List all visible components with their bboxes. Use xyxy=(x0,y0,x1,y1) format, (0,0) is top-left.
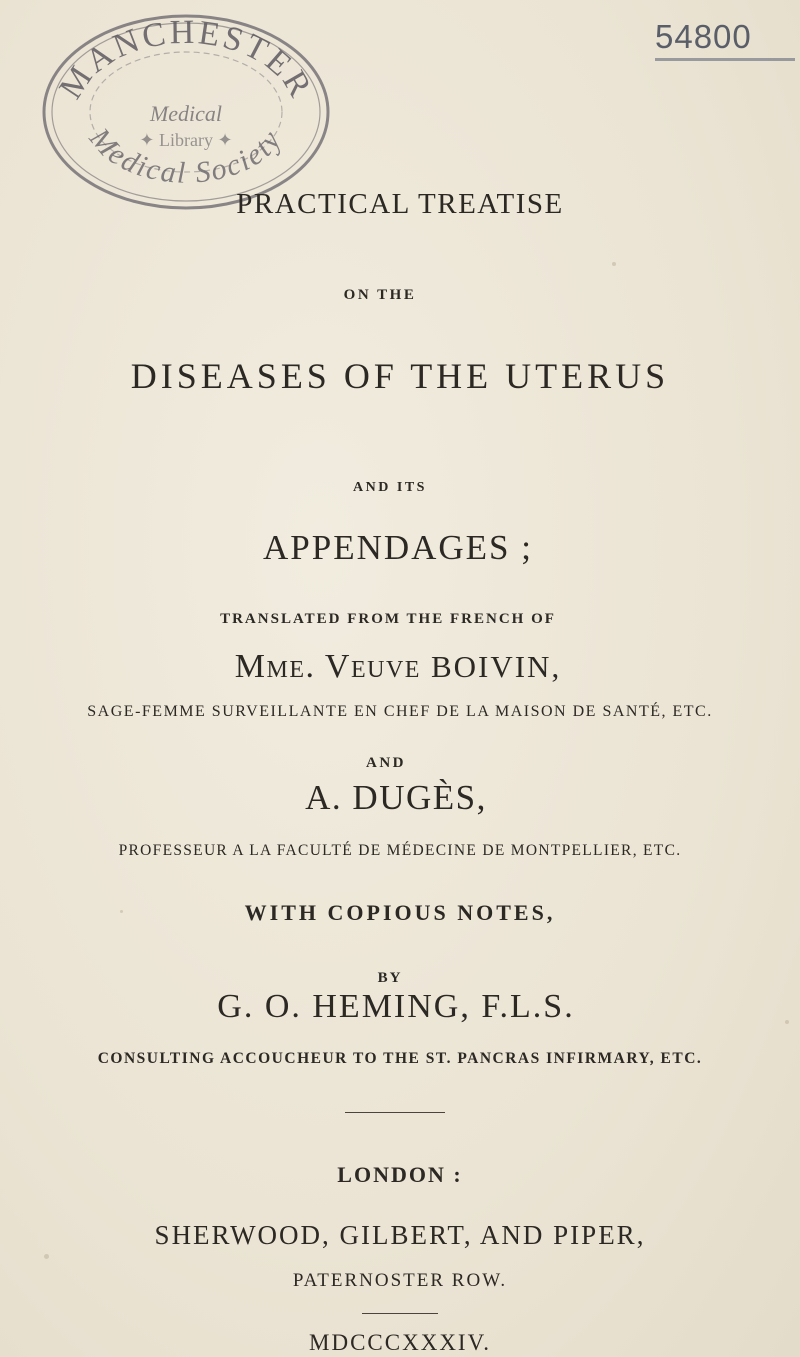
author-boivin-title: SAGE-FEMME SURVEILLANTE EN CHEF DE LA MAISON DE SANTÉ, ETC. xyxy=(87,703,713,720)
shelfmark-text: 54800 xyxy=(655,18,752,55)
author-duges: A. DUGÈS, xyxy=(305,778,487,817)
paper-speck xyxy=(120,910,123,913)
with-copious-notes: WITH COPIOUS NOTES, xyxy=(244,900,556,925)
svg-text:Medical: Medical xyxy=(149,101,223,126)
svg-text:✦ Library ✦: ✦ Library ✦ xyxy=(139,130,233,150)
shelfmark-number xyxy=(655,18,795,61)
conjunction-and: AND xyxy=(366,755,406,771)
author-duges-title: PROFESSEUR A LA FACULTÉ DE MÉDECINE DE MONTPELLIER, ETC. xyxy=(118,842,682,859)
paper-speck xyxy=(612,262,616,266)
svg-text:MANCHESTER: MANCHESTER xyxy=(52,13,320,106)
shelfmark-underline xyxy=(655,58,795,61)
translated-from-line: TRANSLATED FROM THE FRENCH OF xyxy=(220,611,556,627)
title-and-its: AND ITS xyxy=(353,480,427,495)
paper-speck xyxy=(44,1254,49,1259)
imprint-publisher: SHERWOOD, GILBERT, AND PIPER, xyxy=(154,1220,646,1250)
author-boivin-name: BOIVIN, xyxy=(430,649,562,684)
title-diseases-of-the-uterus: DISEASES OF THE UTERUS xyxy=(130,356,670,396)
imprint-date: MDCCCXXXIV. xyxy=(309,1330,491,1355)
author-boivin xyxy=(0,648,798,686)
author-boivin-prefix: Mme. Veuve xyxy=(234,648,421,685)
title-on-the: ON THE xyxy=(343,287,417,303)
library-stamp xyxy=(36,8,336,218)
imprint-street: PATERNOSTER ROW. xyxy=(292,1270,508,1291)
divider-rule xyxy=(345,1112,445,1113)
divider-rule-short xyxy=(362,1313,438,1314)
author-heming: G. O. HEMING, F.L.S. xyxy=(217,988,575,1025)
svg-text:Medical Society: Medical Society xyxy=(83,121,289,190)
paper-speck xyxy=(785,1020,789,1024)
by-line: BY xyxy=(377,970,403,986)
title-practical-treatise: PRACTICAL TREATISE xyxy=(236,188,564,220)
author-heming-title: CONSULTING ACCOUCHEUR TO THE ST. PANCRAS INFIRMARY, ETC. xyxy=(97,1050,703,1067)
title-appendages: APPENDAGES ; xyxy=(262,528,533,567)
imprint-city: LONDON : xyxy=(337,1162,463,1187)
